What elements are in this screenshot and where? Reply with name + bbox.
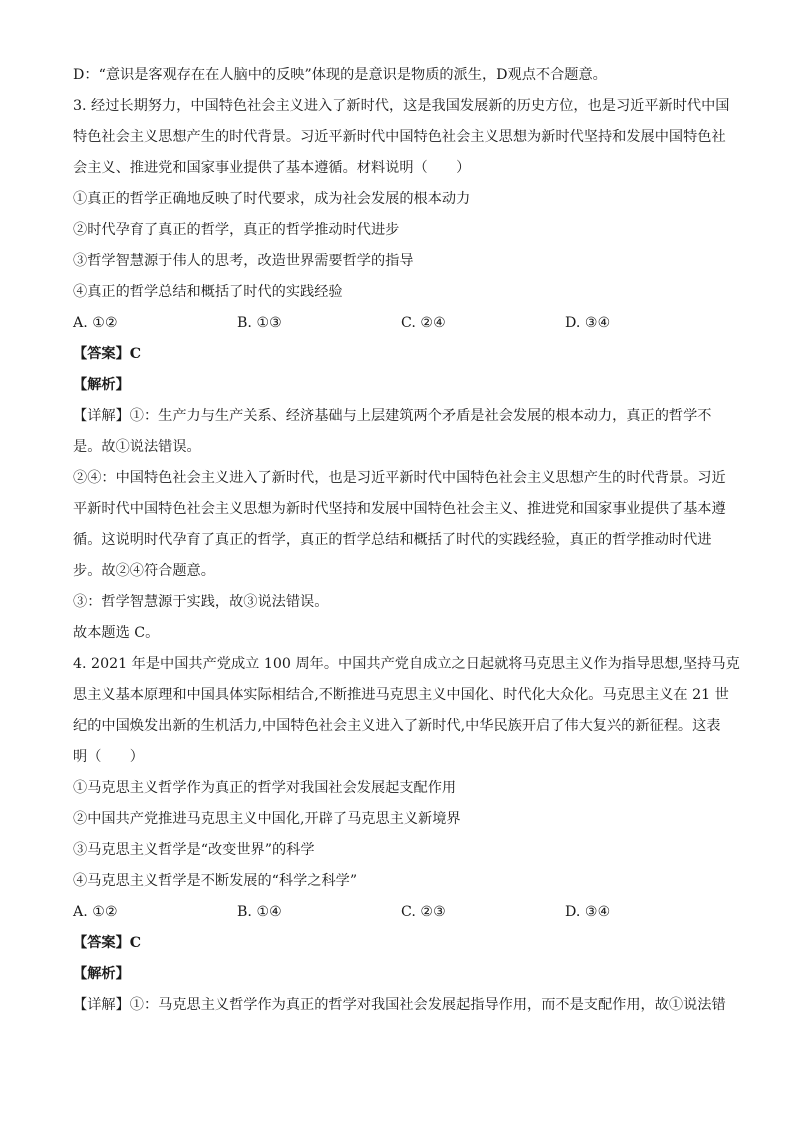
option-b: B. ①③ — [237, 315, 282, 331]
analysis-label: 【解析】 — [73, 377, 130, 393]
explanation-line: 【详解】①：生产力与生产关系、经济基础与上层建筑两个矛盾是社会发展的根本动力，真正的哲学不 — [73, 408, 712, 424]
answer-label: 【答案】C — [73, 346, 142, 362]
explanation-line: 是。故①说法错误。 — [73, 439, 201, 455]
option-d: D. ③④ — [565, 904, 611, 920]
question-3-stem: 会主义、推进党和国家事业提供了基本遵循。材料说明（ ） — [73, 160, 471, 176]
explanation-line: 故本题选 C。 — [73, 625, 160, 641]
question-4-statement: ①马克思主义哲学作为真正的哲学对我国社会发展起支配作用 — [73, 780, 457, 796]
question-3-statement: ②时代孕育了真正的哲学，真正的哲学推动时代进步 — [73, 222, 400, 238]
option-b: B. ①④ — [237, 904, 282, 920]
question-3-statement: ④真正的哲学总结和概括了时代的实践经验 — [73, 284, 343, 300]
question-4-statement: ④马克思主义哲学是不断发展的“科学之科学” — [73, 873, 358, 889]
option-c: C. ②④ — [401, 315, 446, 331]
explanation-line: ②④：中国特色社会主义进入了新时代，也是习近平新时代中国特色社会主义思想产生的时代背景。习近 — [73, 470, 726, 486]
question-4-statement: ③马克思主义哲学是“改变世界”的科学 — [73, 842, 315, 858]
question-4-stem: 思主义基本原理和中国具体实际相结合,不断推进马克思主义中国化、时代化大众化。马克思主义在 21 世 — [73, 687, 729, 703]
explanation-line: 平新时代中国特色社会主义思想为新时代坚持和发展中国特色社会主义、推进党和国家事业提供了基本遵 — [73, 501, 726, 517]
text-line: D：“意识是客观存在在人脑中的反映”体现的是意识是物质的派生，D观点不合题意。 — [73, 67, 607, 83]
question-3-statement: ①真正的哲学正确地反映了时代要求，成为社会发展的根本动力 — [73, 191, 471, 207]
analysis-label: 【解析】 — [73, 966, 130, 982]
question-4-stem: 4. 2021 年是中国共产党成立 100 周年。中国共产党自成立之日起就将马克思主义作为指导思想,坚持马克 — [73, 656, 740, 672]
question-3-options — [73, 308, 733, 339]
explanation-line: 循。这说明时代孕育了真正的哲学，真正的哲学总结和概括了时代的实践经验，真正的哲学推动时代进 — [73, 532, 712, 548]
question-4-options — [73, 897, 733, 928]
question-4-stem: 纪的中国焕发出新的生机活力,中国特色社会主义进入了新时代,中华民族开启了伟大复兴的新征程。这表 — [73, 718, 721, 734]
answer-label: 【答案】C — [73, 935, 142, 951]
option-a: A. ①② — [73, 904, 118, 920]
question-4-stem: 明（ ） — [73, 749, 144, 765]
question-4-statement: ②中国共产党推进马克思主义中国化,开辟了马克思主义新境界 — [73, 811, 461, 827]
document-body — [73, 60, 740, 1021]
explanation-line: 步。故②④符合题意。 — [73, 563, 215, 579]
option-c: C. ②③ — [401, 904, 446, 920]
question-3-stem: 3. 经过长期努力，中国特色社会主义进入了新时代，这是我国发展新的历史方位，也是习近平新时代中国 — [73, 98, 730, 114]
option-d: D. ③④ — [565, 315, 611, 331]
option-a: A. ①② — [73, 315, 118, 331]
explanation-line: ③：哲学智慧源于实践，故③说法错误。 — [73, 594, 329, 610]
explanation-line: 【详解】①：马克思主义哲学作为真正的哲学对我国社会发展起指导作用，而不是支配作用，故①说法错 — [73, 997, 726, 1013]
question-3-stem: 特色社会主义思想产生的时代背景。习近平新时代中国特色社会主义思想为新时代坚持和发展中国特色社 — [73, 129, 726, 145]
question-3-statement: ③哲学智慧源于伟人的思考，改造世界需要哲学的指导 — [73, 253, 414, 269]
